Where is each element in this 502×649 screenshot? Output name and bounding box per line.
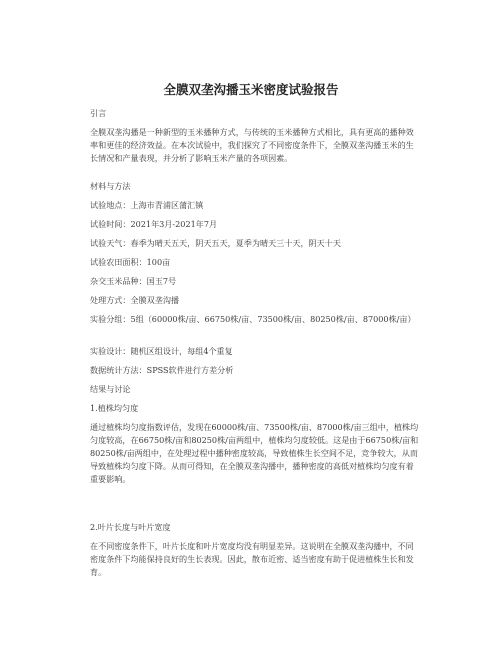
section2-paragraph: 在不同密度条件下，叶片长度和叶片宽度均没有明显差异。这说明在全膜双垄沟播中，不同密度条件下均能保持良好的生长表现。因此，散布近密、适当密度有助于促进植株生长和发育。 bbox=[90, 541, 414, 577]
time-line: 试验时间：2021年3月-2021年7月 bbox=[90, 219, 218, 229]
area-line: 试验农田面积：100亩 bbox=[90, 257, 171, 267]
section2-heading: 2.叶片长度与叶片宽度 bbox=[90, 522, 171, 532]
design-line: 实验设计：随机区组设计，每组4个重复 bbox=[90, 346, 233, 356]
section1-paragraph: 通过植株均匀度指数评估，发现在60000株/亩、73500株/亩、87000株/亩三组中，植株均匀度较高，在66750株/亩和80250株/亩两组中，植株均匀度较低。这是由于66750株/亩和80250株/亩两组中，在处理过程中播种密度较高，导致植株生长空间不足，竞争较大，从而导致植株均匀度下降。从而可得知，在全膜双垄沟播中，播种密度的高低对植株均匀度有着重要影响。 bbox=[90, 422, 419, 484]
methods-heading: 材料与方法 bbox=[90, 181, 131, 191]
page-title: 全膜双垄沟播玉米密度试验报告 bbox=[163, 82, 339, 97]
variety-line: 杂交玉米品种：国玉7号 bbox=[90, 276, 177, 286]
stats-line: 数据统计方法：SPSS软件进行方差分析 bbox=[90, 365, 234, 375]
weather-line: 试验天气：春季为晴天五天，阴天五天，夏季为晴天三十天，阴天十天 bbox=[90, 238, 341, 248]
location-line: 试验地点：上海市青浦区蒲汇镇 bbox=[90, 200, 204, 210]
section1-heading: 1.植株均匀度 bbox=[90, 403, 139, 413]
treatment-line: 处理方式：全膜双垄沟播 bbox=[90, 295, 180, 305]
groups-line: 实验分组：5组（60000株/亩、66750株/亩、73500株/亩、80250株/亩、87000株/亩） bbox=[90, 314, 416, 324]
results-heading: 结果与讨论 bbox=[90, 384, 131, 394]
intro-paragraph: 全膜双垄沟播是一种新型的玉米播种方式，与传统的玉米播种方式相比，具有更高的播种效率和更佳的经济效益。在本次试验中，我们探究了不同密度条件下，全膜双垄沟播玉米的生长情况和产量表现，并分析了影响玉米产量的各项因素。 bbox=[90, 127, 414, 163]
intro-heading: 引言 bbox=[90, 108, 107, 118]
